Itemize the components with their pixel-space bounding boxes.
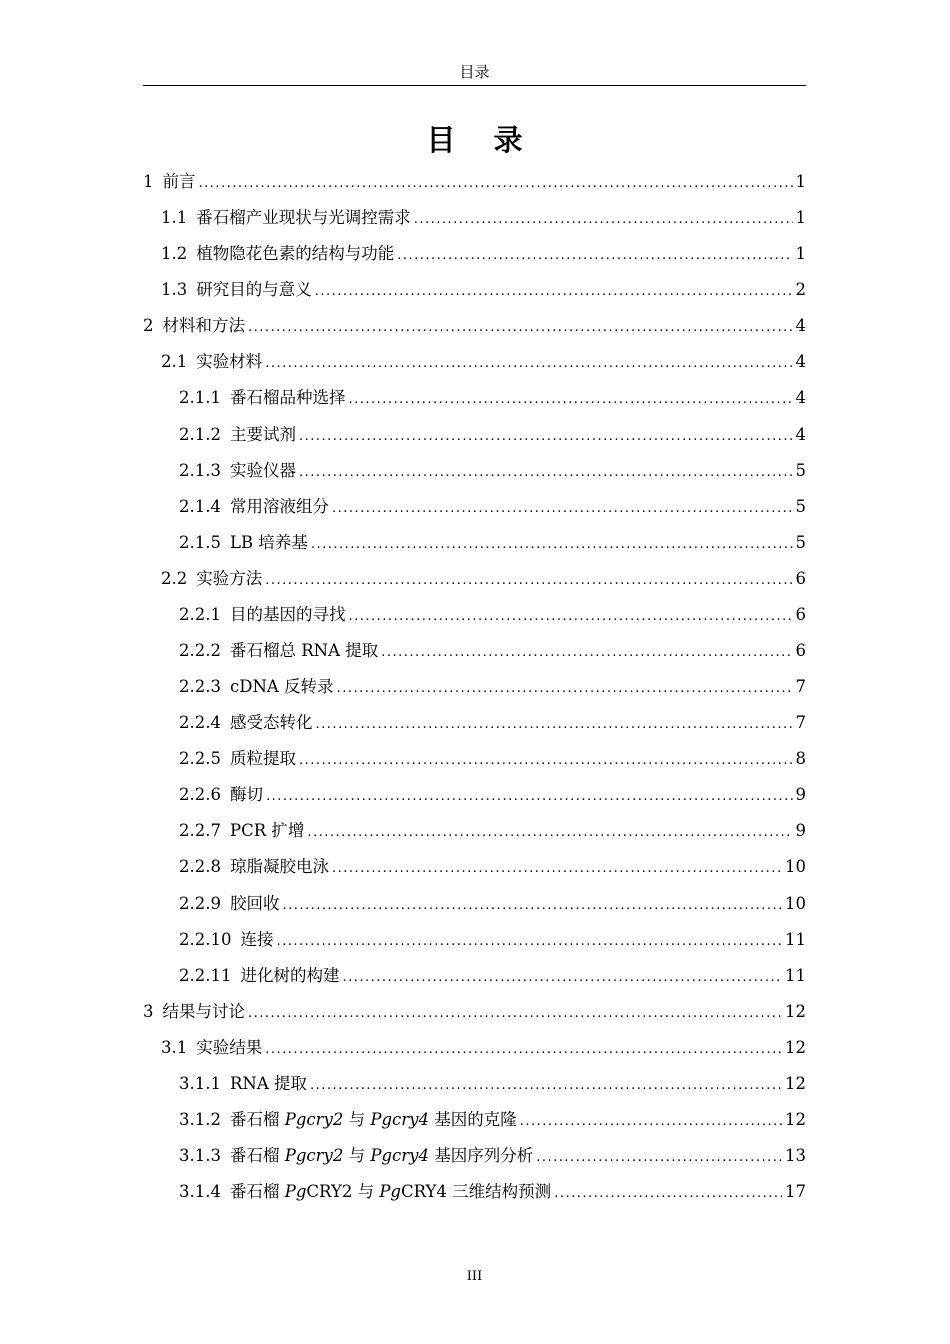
toc-entry-page: 6	[795, 641, 806, 661]
toc-entry-number: 2.1.1	[179, 388, 221, 408]
toc-entry[interactable]	[143, 777, 806, 813]
title-text: CRY2 与	[306, 1182, 380, 1202]
toc-entry-page: 1	[795, 172, 806, 191]
toc-entry-title: LB 培养基	[229, 532, 308, 552]
toc-entry-number: 2.2.5	[179, 749, 221, 769]
dot-leader	[397, 238, 792, 274]
toc-entry-page: 10	[785, 893, 806, 913]
toc-entry-page: 4	[795, 424, 806, 444]
dot-leader	[276, 924, 782, 960]
toc-entry-page: 5	[795, 460, 806, 480]
toc-entry[interactable]	[143, 1138, 806, 1174]
toc-entry[interactable]	[143, 597, 806, 633]
toc-entry[interactable]	[143, 633, 806, 669]
toc-entry-number: 1.2	[161, 244, 188, 264]
toc-entry-title: 材料和方法	[162, 316, 245, 336]
toc-entry-page: 4	[795, 388, 806, 408]
toc-entry-page: 11	[785, 965, 806, 985]
toc-entry-number: 1.3	[161, 280, 188, 300]
toc-entry-number: 3.1.1	[179, 1073, 221, 1093]
running-header: 目录	[459, 63, 490, 81]
header-rule	[143, 85, 806, 86]
toc-entry[interactable]	[143, 272, 806, 308]
toc-entry[interactable]	[143, 380, 806, 416]
toc-entry-page: 12	[785, 1037, 806, 1057]
toc-entry-number: 1.1	[161, 208, 188, 228]
toc-entry-title: RNA 提取	[229, 1073, 308, 1093]
dot-leader	[307, 815, 792, 851]
toc-entry-number: 3.1.3	[179, 1146, 221, 1166]
toc-entry-number: 2.1.5	[179, 532, 221, 552]
toc-entry-title: 实验方法	[196, 568, 263, 588]
dot-leader	[332, 491, 793, 527]
toc-entry-title: 酶切	[229, 785, 263, 805]
toc-entry[interactable]	[143, 1174, 806, 1210]
toc-entry-page: 11	[785, 929, 806, 949]
toc-entry-page: 2	[795, 280, 806, 300]
toc-entry-page: 9	[795, 785, 806, 805]
toc-entry[interactable]	[143, 164, 806, 200]
toc-entry-title: 实验仪器	[229, 460, 296, 480]
toc-entry[interactable]	[143, 994, 806, 1030]
toc-entry-title: 番石榴产业现状与光调控需求	[196, 208, 411, 228]
toc-entry-number: 2.1.4	[179, 496, 221, 516]
toc-entry[interactable]	[143, 453, 806, 489]
toc-entry-number: 3.1.2	[179, 1110, 221, 1130]
toc-entry-number: 2.1.2	[179, 424, 221, 444]
toc-entry-page: 13	[785, 1146, 806, 1166]
toc-entry[interactable]	[143, 1066, 806, 1102]
dot-leader	[381, 635, 792, 671]
title-text: 番石榴	[229, 1182, 285, 1202]
toc-entry-title: 番石榴品种选择	[229, 388, 346, 408]
toc-entry-number: 2.2.3	[179, 677, 221, 697]
toc-entry-number: 2.2.11	[179, 965, 232, 985]
dot-leader	[315, 707, 792, 743]
title-text: 番石榴	[229, 1146, 285, 1166]
toc-entry-number: 3	[143, 1001, 154, 1021]
toc-entry-title: 实验材料	[196, 352, 263, 372]
dot-leader	[299, 455, 793, 491]
dot-leader	[265, 563, 792, 599]
toc-entry-title: 进化树的构建	[240, 965, 340, 985]
title-text: 番石榴	[229, 1110, 285, 1130]
gene-name-italic: Pgcry4	[370, 1146, 429, 1166]
toc-entry-number: 2.2.10	[179, 929, 232, 949]
toc-entry[interactable]	[143, 886, 806, 922]
toc-entry-page: 12	[785, 1001, 806, 1021]
page-number: III	[466, 1269, 483, 1284]
toc-entry-title	[230, 1174, 551, 1210]
toc-entry[interactable]	[143, 705, 806, 741]
toc-entry-page: 6	[795, 604, 806, 624]
toc-entry-title	[230, 1138, 533, 1174]
dot-leader	[414, 202, 793, 238]
toc-entry[interactable]	[143, 417, 806, 453]
toc-entry-number: 2.2.8	[179, 857, 221, 877]
toc-entry[interactable]	[143, 525, 806, 561]
dot-leader	[311, 527, 793, 563]
toc-entry-title: 连接	[240, 929, 274, 949]
toc-entry[interactable]	[143, 958, 806, 994]
toc-entry-page: 17	[785, 1182, 806, 1202]
gene-name-italic: Pgcry2	[284, 1110, 344, 1130]
toc-entry[interactable]	[143, 813, 806, 849]
title-text: 与	[343, 1146, 371, 1166]
toc-entry-title: cDNA 反转录	[229, 677, 334, 697]
toc-entry-title: 结果与讨论	[162, 1001, 245, 1021]
title-text: 基因的克隆	[428, 1110, 517, 1130]
toc-entry-title: 番石榴总 RNA 提取	[229, 641, 379, 661]
title-text: 基因序列分析	[428, 1146, 534, 1166]
dot-leader	[315, 274, 793, 310]
toc-entry-page: 7	[795, 677, 806, 697]
toc-entry-number: 2.2.6	[179, 785, 221, 805]
dot-leader	[348, 599, 792, 635]
toc-entry-page: 6	[795, 568, 806, 588]
dot-leader	[266, 779, 793, 815]
toc-entry[interactable]	[143, 561, 806, 597]
toc-entry-title: 研究目的与意义	[196, 280, 312, 300]
toc-entry-page: 5	[795, 496, 806, 516]
dot-leader	[536, 1140, 782, 1176]
dot-leader	[248, 996, 782, 1032]
gene-name-italic: Pg	[379, 1182, 401, 1202]
toc-entry-page: 7	[795, 713, 806, 733]
toc-entry-number: 2.2	[161, 568, 188, 588]
toc-entry-page: 9	[795, 821, 806, 841]
toc-entry-title: 前言	[162, 172, 196, 191]
dot-leader	[337, 671, 793, 707]
toc-entry-title: 常用溶液组分	[229, 496, 329, 516]
toc-entry-title: 胶回收	[229, 893, 280, 913]
toc-entry-title: 琼脂凝胶电泳	[229, 857, 329, 877]
dot-leader	[332, 851, 782, 887]
toc-entry-number: 3.1.4	[179, 1182, 221, 1202]
toc-entry-number: 1	[143, 172, 154, 191]
title-text: 与	[343, 1110, 371, 1130]
toc-entry-number: 2.2.1	[179, 604, 221, 624]
toc-entry-title: 实验结果	[196, 1037, 263, 1057]
toc-entry-title: 主要试剂	[229, 424, 296, 444]
dot-leader	[265, 346, 792, 382]
toc-entry-page: 12	[785, 1073, 806, 1093]
toc-entry-page: 12	[785, 1110, 806, 1130]
toc-title: 目 录	[426, 123, 537, 157]
toc-entry[interactable]	[143, 741, 806, 777]
toc-entry-title: PCR 扩增	[229, 821, 305, 841]
dot-leader	[342, 960, 782, 996]
toc-entry-number: 2.2.2	[179, 641, 221, 661]
toc-entry-number: 2.2.7	[179, 821, 221, 841]
toc-entry[interactable]	[143, 669, 806, 705]
gene-name-italic: Pgcry4	[370, 1110, 429, 1130]
toc-entry-page: 1	[795, 244, 806, 264]
toc-entry[interactable]	[143, 922, 806, 958]
toc-entry-title: 目的基因的寻找	[229, 604, 346, 624]
toc-entry-page: 4	[795, 352, 806, 372]
dot-leader	[299, 743, 793, 779]
gene-name-italic: Pgcry2	[284, 1146, 344, 1166]
toc-entry-page: 8	[795, 749, 806, 769]
toc-entry-page: 1	[795, 208, 806, 228]
dot-leader	[348, 382, 792, 418]
title-text: CRY4 三维结构预测	[401, 1182, 552, 1202]
toc-entry-number: 3.1	[161, 1037, 188, 1057]
toc-entry[interactable]	[143, 344, 806, 380]
toc-entry-page: 10	[785, 857, 806, 877]
toc-entry-number: 2	[143, 316, 154, 336]
dot-leader	[282, 888, 782, 924]
dot-leader	[265, 1032, 782, 1068]
table-of-contents	[143, 164, 806, 1210]
toc-entry[interactable]	[143, 236, 806, 272]
toc-entry[interactable]	[143, 200, 806, 236]
dot-leader	[310, 1068, 782, 1104]
toc-entry-number: 2.1.3	[179, 460, 221, 480]
dot-leader	[554, 1176, 782, 1212]
toc-entry-title: 质粒提取	[229, 749, 296, 769]
dot-leader	[248, 310, 793, 346]
toc-entry-title: 植物隐花色素的结构与功能	[196, 244, 395, 264]
gene-name-italic: Pg	[284, 1182, 307, 1202]
toc-entry-page: 4	[795, 316, 806, 336]
toc-entry-number: 2.2.4	[179, 713, 221, 733]
toc-entry-title: 感受态转化	[229, 713, 313, 733]
dot-leader	[299, 419, 793, 455]
toc-entry-number: 2.2.9	[179, 893, 221, 913]
dot-leader	[520, 1104, 782, 1140]
toc-entry-page: 5	[795, 532, 806, 552]
toc-entry[interactable]	[143, 308, 806, 344]
toc-entry-number: 2.1	[161, 352, 188, 372]
toc-entry-title	[230, 1102, 517, 1138]
dot-leader	[199, 166, 793, 202]
toc-entry[interactable]	[143, 489, 806, 525]
toc-entry[interactable]	[143, 849, 806, 885]
toc-entry[interactable]	[143, 1102, 806, 1138]
toc-entry[interactable]	[143, 1030, 806, 1066]
